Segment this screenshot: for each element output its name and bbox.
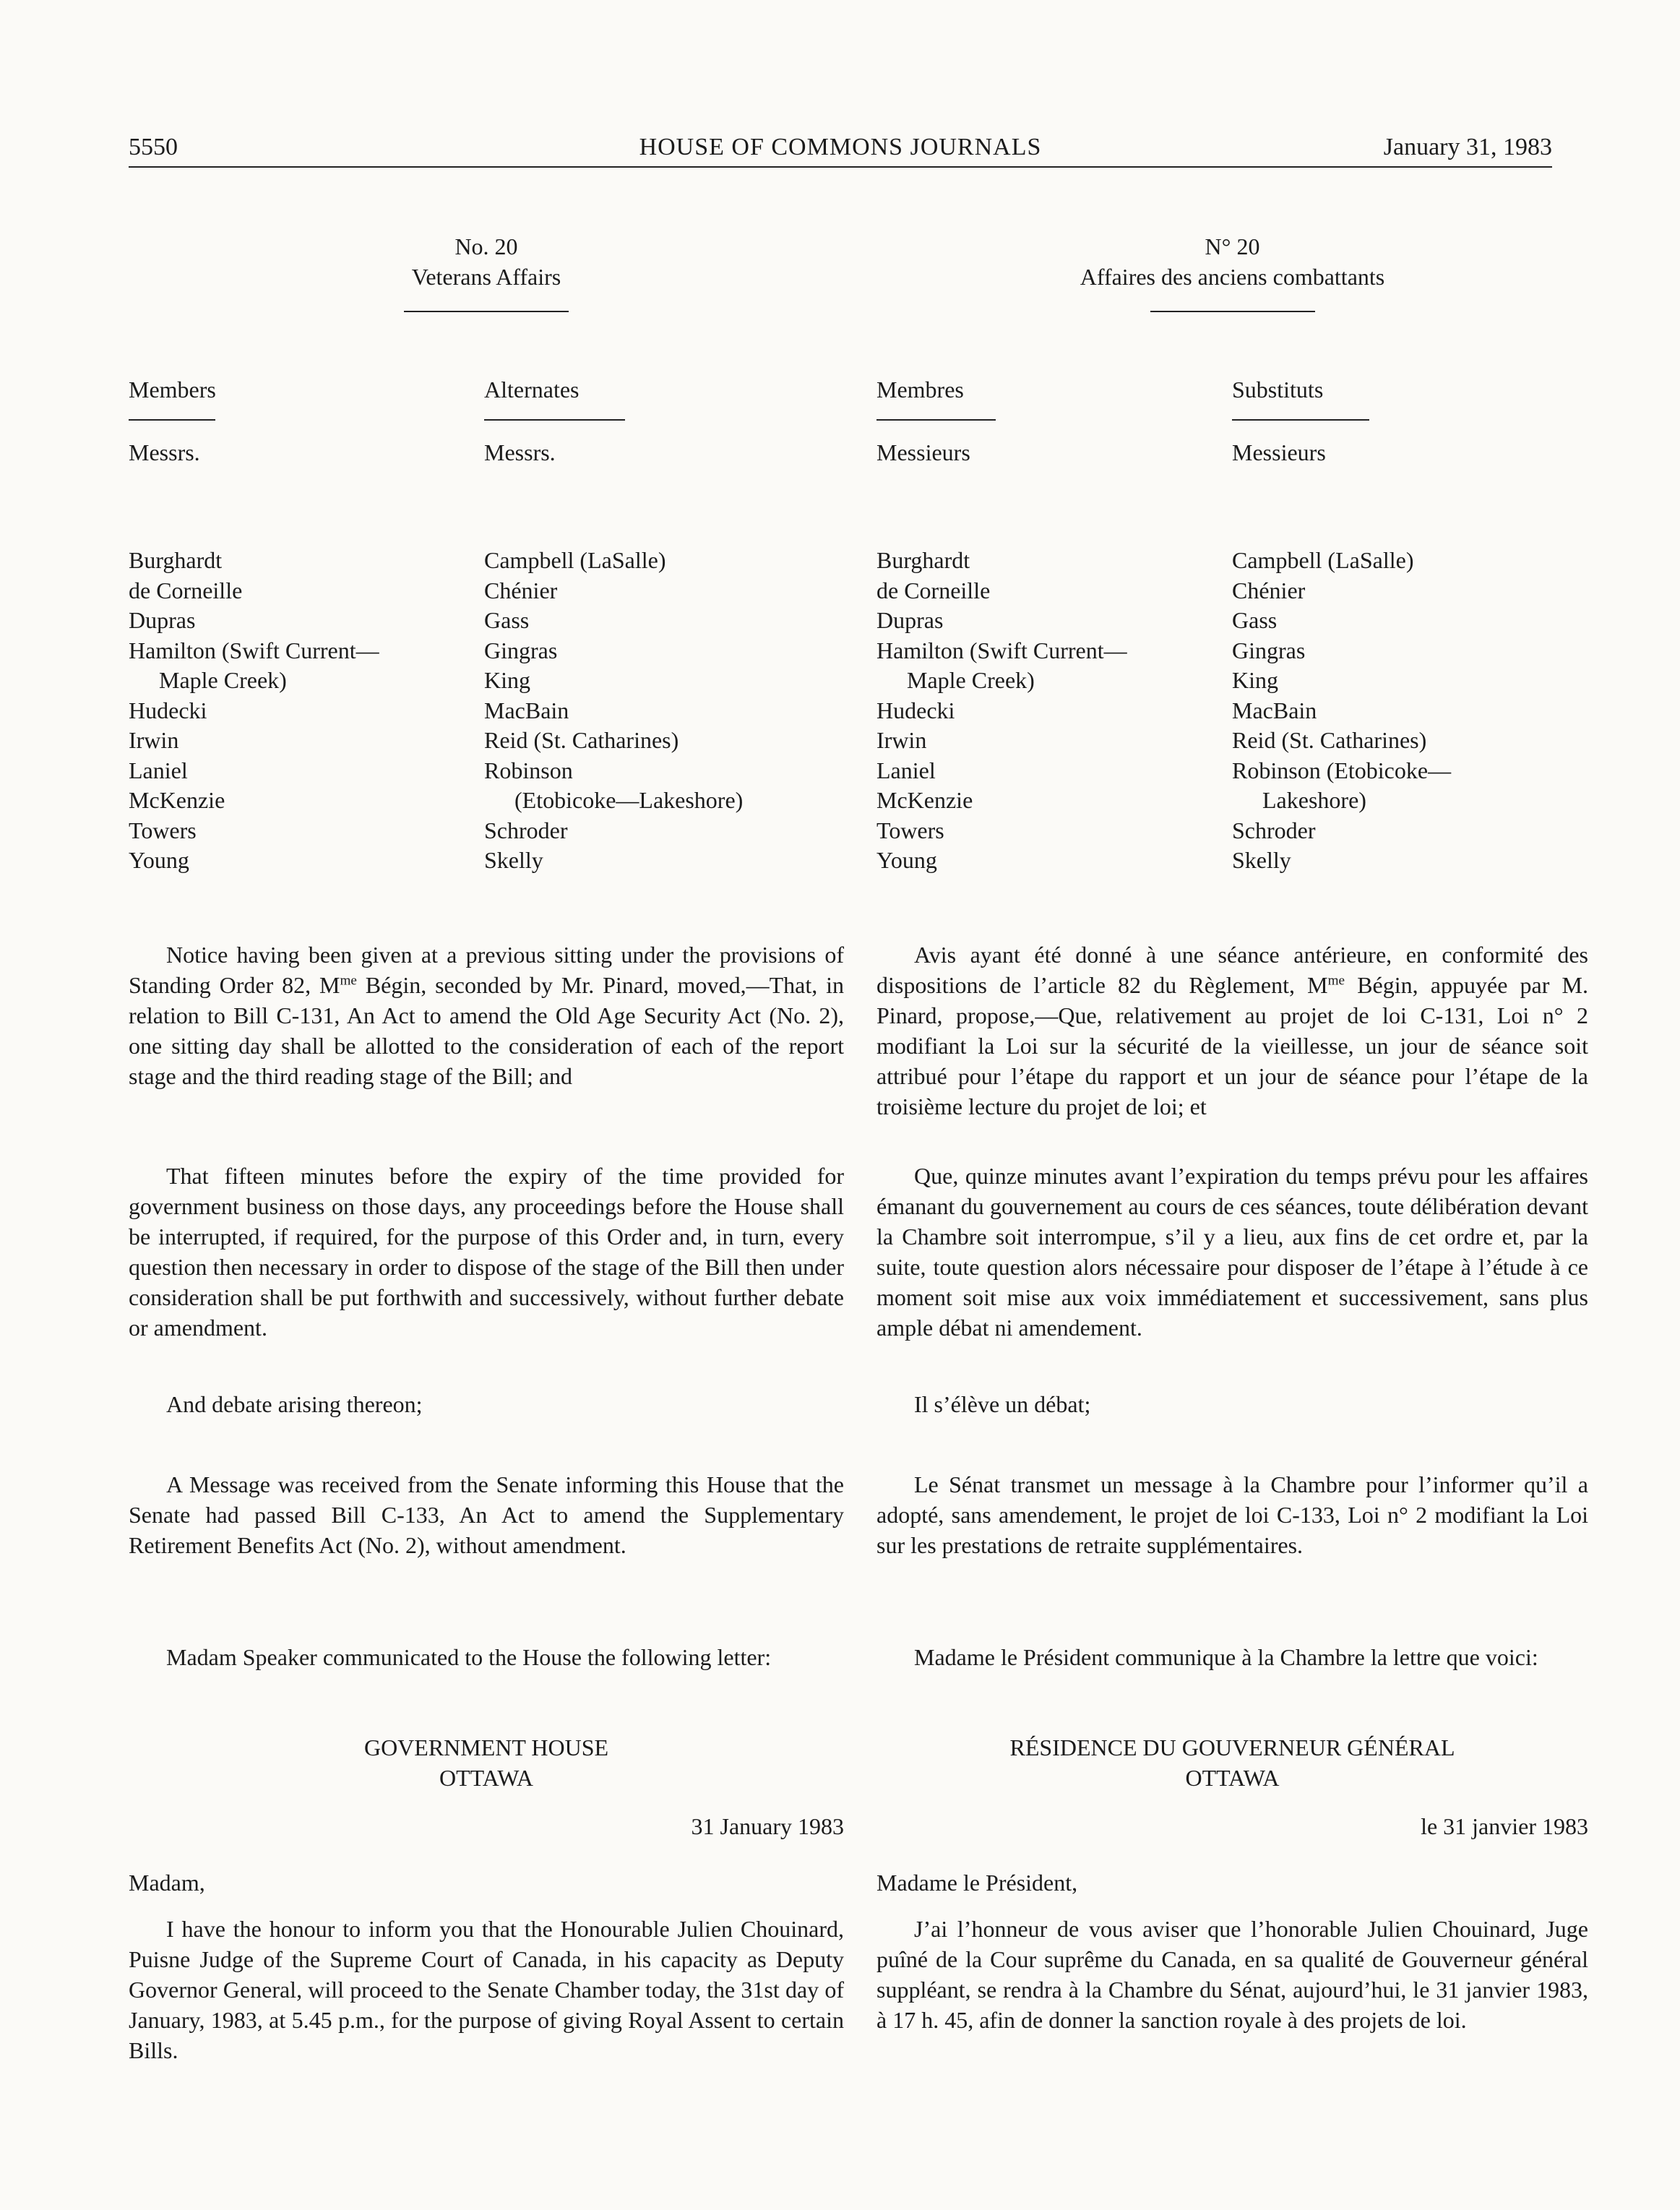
list-item: Skelly (484, 847, 543, 873)
speaker-paragraph-fr: Madame le Président communique à la Chambre la lettre que voici: (914, 1644, 1538, 1670)
that-paragraph-fr: Que, quinze minutes avant l’expiration du temps prévu pour les affaires émanant du gouvernement au cours de ces séances, toute délibération devant la Chambre soit interrompue, s’il y a lieu, aux fins de cet ordre et, par la suite, toute question alors nécessaire pour disposer de l’étape à l’étude à ce moment soit mise aux voix immédiatement et successivement, sans plus ample débat ni amendement. (876, 1163, 1588, 1341)
list-item: Young (129, 847, 189, 873)
list-item: Young (876, 847, 937, 873)
list-item: Hudecki (876, 697, 955, 723)
list-item: Gass (1232, 607, 1278, 633)
french-column (876, 231, 1588, 312)
letter-paragraph-fr: J’ai l’honneur de vous aviser que l’honorable Julien Chouinard, Juge puîné de la Cour suprême du Canada, en sa qualité de Gouverneur général suppléant, se rendra à la Chambre du Sénat, aujourd’hui, le 31 janvier 1983, à 17 h. 45, afin de donner la sanction royale à des projets de loi. (876, 1916, 1588, 2033)
debate-paragraph-en: And debate arising thereon; (166, 1391, 423, 1417)
list-item: Robinson (Etobicoke— (1232, 757, 1452, 783)
alternates-heading-en: Alternates (484, 377, 580, 403)
list-item: Maple Creek) (907, 667, 1035, 693)
list-item: King (1232, 667, 1278, 693)
alternates-list-en (484, 546, 743, 876)
list-item: Reid (St. Catharines) (1232, 727, 1427, 753)
committee-number-en: No. 20 (455, 233, 518, 259)
committee-divider-en (404, 311, 569, 312)
debate-en (129, 1389, 844, 1419)
list-item: Maple Creek) (159, 667, 287, 693)
list-item: Irwin (876, 727, 927, 753)
messieurs-alternates-fr: Messieurs (1232, 439, 1326, 465)
list-item: Gingras (1232, 637, 1306, 663)
motion-fr (876, 940, 1588, 1122)
list-item: Schroder (1232, 817, 1316, 843)
alternates-underline-en (484, 419, 625, 421)
letter-fr (876, 1914, 1588, 2035)
letterhead-fr (876, 1732, 1588, 1793)
list-item: Chénier (1232, 577, 1306, 603)
speaker-en (129, 1642, 844, 1672)
that-en (129, 1161, 844, 1343)
page-header (129, 129, 1552, 168)
list-item: de Corneille (876, 577, 991, 603)
list-item: King (484, 667, 530, 693)
letter-en (129, 1914, 844, 2065)
message-en (129, 1469, 844, 1560)
list-item: Gingras (484, 637, 558, 663)
letter-paragraph-en: I have the honour to inform you that the Honourable Julien Chouinard, Puisne Judge of the Supreme Court of Canada, in his capacity as Deputy Governor General, will proceed to the Senate Chamber today, the 31st day of January, 1983, at 5.45 p.m., for the purpose of giving Royal Assent to certain Bills. (129, 1916, 844, 2063)
list-item: McKenzie (876, 787, 973, 813)
members-underline-en (129, 419, 215, 421)
letter-date-en: 31 January 1983 (691, 1813, 844, 1839)
list-item: Campbell (LaSalle) (484, 547, 666, 573)
list-item: Hudecki (129, 697, 207, 723)
list-item: MacBain (484, 697, 569, 723)
journal-date: January 31, 1983 (1383, 134, 1552, 160)
list-item: Hamilton (Swift Current— (876, 637, 1127, 663)
salutation-fr: Madame le Président, (876, 1870, 1078, 1896)
list-item: Gass (484, 607, 530, 633)
notice-text-a: Avis ayant été donné à une séance antérieure, en conformité des dispositions de l’article 82 du Règlement, M (876, 942, 1588, 998)
english-column (129, 231, 844, 312)
list-item: Irwin (129, 727, 179, 753)
list-item: Campbell (LaSalle) (1232, 547, 1414, 573)
notice-paragraph-en (129, 940, 844, 1091)
list-item: Chénier (484, 577, 558, 603)
alternates-heading-fr: Substituts (1232, 377, 1324, 403)
speaker-fr (876, 1642, 1588, 1672)
notice-sup: me (1327, 973, 1345, 989)
alternates-underline-fr (1232, 419, 1369, 421)
that-paragraph-en: That fifteen minutes before the expiry of the time provided for government business on those days, any proceedings before the House shall be interrupted, if required, for the purpose of this Order and, in turn, every question then necessary in order to dispose of the stage of the Bill then under consideration shall be put forthwith and successively, without further debate or amendment. (129, 1163, 844, 1341)
speaker-paragraph-en: Madam Speaker communicated to the House the following letter: (166, 1644, 772, 1670)
list-item: Dupras (876, 607, 944, 633)
motion-en (129, 940, 844, 1091)
list-item: Burghardt (876, 547, 970, 573)
list-item: McKenzie (129, 787, 225, 813)
list-item: MacBain (1232, 697, 1317, 723)
list-item: de Corneille (129, 577, 243, 603)
list-item: Skelly (1232, 847, 1291, 873)
notice-text-a: Notice having been given at a previous sitting under the provisions of Standing Order 82, M (129, 942, 844, 998)
committee-name-en: Veterans Affairs (411, 264, 561, 290)
list-item: Robinson (484, 757, 573, 783)
list-item: Laniel (876, 757, 936, 783)
notice-text-b: Bégin, seconded by Mr. Pinard, moved,—That, in relation to Bill C-131, An Act to amend the Old Age Security Act (No. 2), one sitting day shall be allotted to the consideration of each of the report stage and the third reading stage of the Bill; and (129, 972, 845, 1089)
notice-paragraph-fr (876, 940, 1588, 1122)
debate-paragraph-fr: Il s’élève un débat; (914, 1391, 1091, 1417)
list-item: Laniel (129, 757, 188, 783)
journal-title: HOUSE OF COMMONS JOURNALS (639, 134, 1042, 160)
list-item: Schroder (484, 817, 568, 843)
message-paragraph-en: A Message was received from the Senate informing this House that the Senate had passed Bill C-133, An Act to amend the Supplementary Retirement Benefits Act (No. 2), without amendment. (129, 1471, 844, 1558)
messrs-members-en: Messrs. (129, 439, 200, 465)
members-heading-en: Members (129, 377, 216, 403)
committee-number-fr: N° 20 (1205, 233, 1260, 259)
members-heading-fr: Membres (876, 377, 964, 403)
letter-date-fr: le 31 janvier 1983 (1421, 1813, 1588, 1839)
list-item: Reid (St. Catharines) (484, 727, 679, 753)
committee-name-fr: Affaires des anciens combattants (1080, 264, 1385, 290)
messrs-alternates-en: Messrs. (484, 439, 556, 465)
gov-house-en: GOVERNMENT HOUSE (363, 1734, 609, 1760)
ottawa-en: OTTAWA (439, 1765, 533, 1791)
list-item: Burghardt (129, 547, 223, 573)
messieurs-members-fr: Messieurs (876, 439, 970, 465)
ottawa-fr: OTTAWA (1185, 1765, 1280, 1791)
gov-house-fr: RÉSIDENCE DU GOUVERNEUR GÉNÉRAL (1009, 1734, 1455, 1760)
message-fr (876, 1469, 1588, 1560)
committee-divider-fr (1150, 311, 1315, 312)
letterhead-en (129, 1732, 844, 1793)
members-list-fr (876, 546, 1127, 876)
members-list-en (129, 546, 379, 876)
message-paragraph-fr: Le Sénat transmet un message à la Chambre pour l’informer qu’il a adopté, sans amendement, le projet de loi C-133, Loi n° 2 modifiant la Loi sur les prestations de retraite supplémentaires. (876, 1471, 1588, 1558)
salutation-en: Madam, (129, 1870, 205, 1896)
list-item: Dupras (129, 607, 196, 633)
alternates-list-fr (1232, 546, 1451, 876)
list-item: Towers (876, 817, 944, 843)
notice-sup: me (340, 973, 357, 989)
members-underline-fr (876, 419, 996, 421)
debate-fr (876, 1389, 1588, 1419)
list-item: Hamilton (Swift Current— (129, 637, 379, 663)
notice-text-b: Bégin, appuyée par M. Pinard, propose,—Que, relativement au projet de loi C-131, Loi n° 2 modifiant la Loi sur la sécurité de la vieillesse, un jour de séance soit attribué pour l’étape du rapport et un jour de séance pour l’étape de la troisième lecture du projet de loi; et (876, 972, 1589, 1119)
list-item: (Etobicoke—Lakeshore) (514, 787, 744, 813)
list-item: Towers (129, 817, 197, 843)
that-fr (876, 1161, 1588, 1343)
list-item: Lakeshore) (1262, 787, 1366, 813)
page-number: 5550 (129, 134, 178, 160)
